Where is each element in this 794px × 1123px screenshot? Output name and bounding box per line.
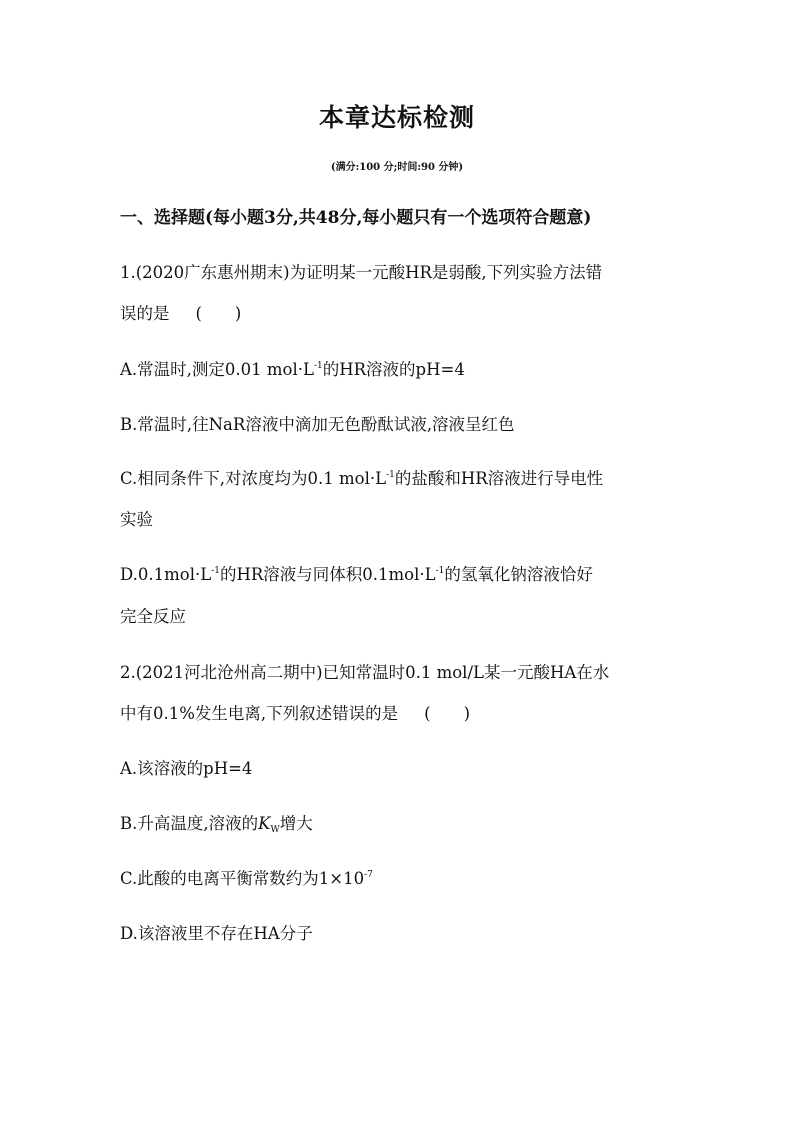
- q1-a-text: A.常温时,测定0.01 mol·L: [120, 360, 314, 379]
- q1-option-c-line2: 实验: [120, 510, 153, 529]
- q1-stem-text: 误的是: [120, 304, 170, 323]
- q1-d-exponent-2: -1: [435, 566, 445, 576]
- q2-b-kw-symbol: K: [258, 814, 271, 833]
- q2-stem-line2: [120, 702, 690, 726]
- q2-stem-text: 中有0.1%发生电离,下列叙述错误的是: [120, 704, 399, 723]
- q1-d-text-mid: 的HR溶液与同体积0.1mol·L: [219, 565, 436, 584]
- q1-option-d-line2: 完全反应: [120, 607, 186, 626]
- q2-option-b: [120, 812, 690, 836]
- q1-d-exponent: -1: [211, 566, 220, 576]
- q1-d-text: D.0.1mol·L: [120, 565, 212, 584]
- q2-c-exponent: -7: [364, 870, 373, 880]
- section-heading: 一、选择题(每小题3分,共48分,每小题只有一个选项符合题意): [120, 208, 592, 228]
- q2-option-c: [120, 867, 690, 891]
- q2-b-kw-subscript: W: [270, 825, 280, 835]
- q1-option-b: B.常温时,往NaR溶液中滴加无色酚酞试液,溶液呈红色: [120, 415, 515, 434]
- page-title: 本章达标检测: [318, 103, 475, 132]
- q1-option-c: [120, 467, 690, 491]
- score-time-note: (满分:100 分;时间:90 分钟): [330, 162, 464, 173]
- q2-option-d: D.该溶液里不存在HA分子: [120, 924, 313, 943]
- q1-option-d: [120, 563, 690, 587]
- q2-option-a: A.该溶液的pH=4: [120, 759, 253, 778]
- q1-a-text-tail: 的HR溶液的pH=4: [322, 360, 465, 379]
- q1-answer-blank: ( ): [195, 304, 242, 323]
- q2-b-text-tail: 增大: [279, 814, 313, 833]
- q1-c-text-tail: 的盐酸和HR溶液进行导电性: [394, 469, 604, 488]
- q1-option-a: [120, 358, 690, 382]
- q1-c-exponent: -1: [386, 470, 395, 480]
- q2-b-text: B.升高温度,溶液的: [120, 814, 259, 833]
- q2-c-text: C.此酸的电离平衡常数约为1×10: [120, 869, 365, 888]
- q1-stem-line1: 1.(2020广东惠州期末)为证明某一元酸HR是弱酸,下列实验方法错: [120, 263, 603, 282]
- q1-c-text: C.相同条件下,对浓度均为0.1 mol·L: [120, 469, 387, 488]
- q1-stem-line2: [120, 302, 690, 326]
- q2-stem-line1: 2.(2021河北沧州高二期中)已知常温时0.1 mol/L某一元酸HA在水: [120, 663, 610, 682]
- q1-d-text-tail: 的氢氧化钠溶液恰好: [444, 565, 593, 584]
- q1-a-exponent: -1: [313, 361, 323, 371]
- q2-answer-blank: ( ): [424, 704, 471, 723]
